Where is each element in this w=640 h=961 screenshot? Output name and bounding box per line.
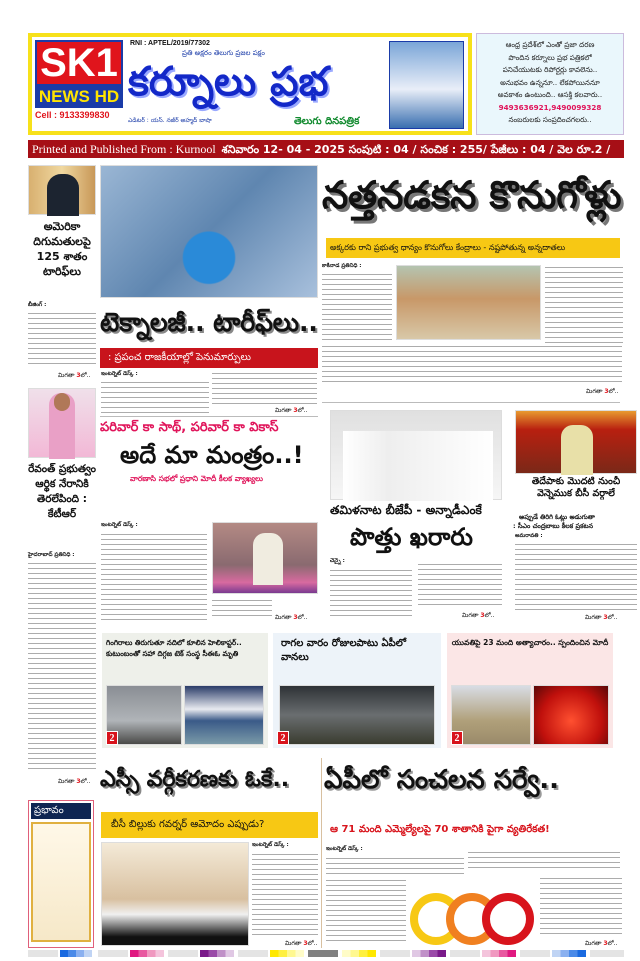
editor-name: ఎడిటర్ : యస్. నజీర్ అహ్మద్ బాషా <box>128 117 212 124</box>
helicopter-headline: గింగిరాలు తిరుగుతూ నదిలో కూలిన హెలికాప్టర్.. కుటుంబంతో సహా దిగ్గజ టెక్ సంస్థ సీఈఓ మృతి <box>106 638 242 658</box>
byline: ఇంటర్నెట్ డెస్క్ : <box>252 842 289 848</box>
survey-subheadline: ఆ 71 మంది ఎమ్మెల్యేలపై 70 శాతానికి పైగా వ్యతిరేకత! <box>330 824 550 835</box>
published-from: Printed and Published From : Kurnool <box>32 142 216 156</box>
party-symbols-image <box>410 893 535 945</box>
article-body-text <box>322 344 622 384</box>
tagline: ప్రతి అక్షరం తెలుగు ప్రజల పక్షం <box>182 49 265 57</box>
sc-classification-headline: ఎస్సీ వర్గీకరణకు ఓకే.. <box>100 767 290 792</box>
continued-on-page-3: మిగతా 3లో.. <box>586 388 619 395</box>
assault-story-box[interactable] <box>447 633 613 748</box>
color-registration-bar <box>308 950 338 957</box>
article-body-text <box>28 561 96 773</box>
continued-on-page-3: మిగతా 3లో.. <box>58 778 91 785</box>
color-registration-bar <box>238 950 268 957</box>
page-number-badge: 2 <box>106 731 118 745</box>
rain-story-box[interactable] <box>273 633 441 748</box>
ad-line: అనుభవం ఉన్ననూ.. లేకపోయిననూ <box>500 77 600 87</box>
color-registration-bar <box>130 950 164 957</box>
logo-bottom: NEWS HD <box>35 86 123 108</box>
byline: కాకినాడ ప్రతినిధి : <box>322 263 362 269</box>
helicopter-story-box[interactable] <box>102 633 268 748</box>
continued-on-page-3: మిగతా 3లో.. <box>275 614 308 621</box>
issue-details: శనివారం 12- 04 - 2025 సంపుటి : 04 / సంచిక : 255/ పేజీలు : 04 / వెల రూ.2 / <box>221 143 611 156</box>
ad-line: నంబరులకు సంప్రదించగలరు.. <box>508 115 592 124</box>
article-body-text <box>540 876 622 938</box>
article-body-text <box>330 568 412 618</box>
article-body-text <box>212 371 317 405</box>
continued-on-page-3: మిగతా 3లో.. <box>58 372 91 379</box>
china-leader-photo <box>28 165 96 215</box>
color-registration-bar <box>590 950 624 957</box>
sc-illustration <box>101 842 249 946</box>
page-number-badge: 2 <box>277 731 289 745</box>
modi-photo <box>212 522 318 594</box>
color-registration-bar <box>60 950 92 957</box>
tdp-headline: తెదేపాకు మొదటి నుంచీ వెన్నెముక బీసీ వర్గాలే <box>531 476 621 499</box>
article-body-text <box>326 856 464 876</box>
byline: అమరావతి : <box>515 533 543 539</box>
ad-line: ఆంధ్ర ప్రదేశ్‌లో ఎంతో ప్రజా దరణ <box>505 40 595 49</box>
article-body-text <box>101 380 209 414</box>
ad-line: అవకాశం ఉంటుంది.. ఆసక్తి కలవారు.. <box>497 90 603 99</box>
color-registration-bar <box>342 950 376 957</box>
tdp-subheadline: అప్పుడే తిరిగి ఓట్లు అడుగుతా <box>519 513 595 521</box>
continued-on-page-3: మిగతా 3లో.. <box>275 407 308 414</box>
alliance-headline: పొత్తు ఖరారు <box>350 523 473 551</box>
paddy-subheadline: అక్కరకు రాని ప్రభుత్వ ధాన్యం కొనుగోలు కేంద్రాలు - నష్టపోతున్న అన్నదాతలు <box>326 238 620 258</box>
tariff-illustration <box>100 165 318 298</box>
color-registration-bar <box>450 950 480 957</box>
rescue-photo <box>184 685 264 745</box>
modi-kicker: పరివార్ కా సాథ్, పరివార్ కా వికాస్ <box>100 420 279 435</box>
assault-headline: యువతిపై 23 మంది అత్యాచారం.. స్పందించిన మోదీ <box>451 638 609 647</box>
editor-photo <box>389 41 464 129</box>
article-body-text <box>326 878 406 942</box>
ktr-photo <box>28 388 96 458</box>
color-registration-bar <box>270 950 304 957</box>
rni-number: RNI : APTEL/2019/77302 <box>130 40 210 47</box>
ad-line: పొందిన కర్నూలు ప్రభ పత్రికలో <box>508 52 592 62</box>
cartoon-box <box>28 800 94 948</box>
continued-on-page-3: మిగతా 3లో.. <box>285 940 318 947</box>
modi-subheadline: వారణాసి సభలో ప్రధాని మోదీ కీలక వ్యాఖ్యలు <box>130 474 263 483</box>
color-registration-bar <box>380 950 410 957</box>
china-tariff-headline: అమెరికా దిగుమతులపై 125 శాతం టారిఫ్‌లు <box>33 220 91 278</box>
color-registration-bar <box>482 950 516 957</box>
sc-subheadline: బీసీ బిల్లుకు గవర్నర్ ఆమోదం ఎప్పుడు? <box>101 812 318 838</box>
paddy-headline: నత్తనడకన కొనుగోళ్లు <box>322 173 622 217</box>
survey-headline: ఏపీలో సంచలన సర్వే.. <box>324 765 560 795</box>
byline: ఇంటర్నెట్ డెస్క్ : <box>101 371 138 377</box>
sk1-news-logo <box>35 40 123 128</box>
tdp-subheadline-2: : సీఎం చంద్రబాబు కీలక ప్రకటన <box>513 522 594 530</box>
article-body-text <box>545 265 623 343</box>
byline: బీజింగ్ : <box>28 302 47 308</box>
color-registration-bar <box>200 950 234 957</box>
byline: ఇంటర్నెట్ డెస్క్ : <box>326 846 363 852</box>
assault-illustration <box>533 685 609 745</box>
byline: చెన్నై : <box>330 558 345 564</box>
article-body-text <box>468 850 620 872</box>
continued-on-page-3: మిగతా 3లో.. <box>585 940 618 947</box>
modi-headline: అదే మా మంత్రం..! <box>120 441 304 469</box>
page-number-badge: 2 <box>451 731 463 745</box>
continued-on-page-3: మిగతా 3లో.. <box>585 614 618 621</box>
article-body-text <box>418 562 502 608</box>
color-registration-bar <box>520 950 550 957</box>
article-body-text <box>322 272 392 340</box>
logo-top: SK1 <box>35 40 123 86</box>
paddy-photo <box>396 265 541 340</box>
tariff-subheadline: : ప్రపంచ రాజకీయాల్లో పెనుమార్పులు <box>100 348 318 368</box>
ad-line: పనిచేయుటకు రిపోర్టర్లు కావలెను.. <box>502 65 598 74</box>
modi-officer-photo <box>451 685 531 745</box>
article-body-text <box>28 311 96 367</box>
reporters-wanted-ad <box>476 33 624 135</box>
byline: ఇంటర్నెట్ డెస్క్ : <box>101 522 138 528</box>
byline: హైదరాబాద్ ప్రతినిధి : <box>28 552 75 558</box>
article-body-text <box>252 852 318 938</box>
tariff-headline: టెక్నాలజీ.. టారీఫ్‌లు.. <box>100 308 318 338</box>
chandrababu-photo <box>515 410 637 474</box>
ktr-headline: రేవంత్ ప్రభుత్వం ఆర్థిక నేరానికి తెరలేపింది : కేటీఆర్ <box>28 463 96 520</box>
newspaper-title: కర్నూలు ప్రభ <box>128 59 329 105</box>
daily-label: తెలుగు దినపత్రిక <box>294 116 360 127</box>
cartoon-label: ప్రభావం <box>31 803 91 819</box>
article-body-text <box>515 542 637 612</box>
rain-photo <box>279 685 435 745</box>
masthead <box>28 33 472 135</box>
continued-on-page-3: మిగతా 3లో.. <box>462 612 495 619</box>
color-registration-bar <box>98 950 128 957</box>
color-registration-bar <box>552 950 586 957</box>
cell-number: Cell : 9133399830 <box>35 108 123 122</box>
alliance-kicker: తమిళనాట బీజేపీ - అన్నాడీఎంకే <box>330 503 482 517</box>
ad-phones: 9493636921,9490099328 <box>498 102 602 112</box>
rain-headline: రాగల వారం రోజులపాటు ఏపీలో వానలు <box>281 638 407 663</box>
cartoon-image <box>31 822 91 942</box>
color-registration-bar <box>412 950 446 957</box>
alliance-photo <box>330 410 502 500</box>
article-body-text <box>101 532 207 620</box>
article-body-text <box>212 598 272 620</box>
info-bar <box>28 140 624 158</box>
color-registration-bar <box>28 950 58 957</box>
color-registration-bar <box>168 950 198 957</box>
